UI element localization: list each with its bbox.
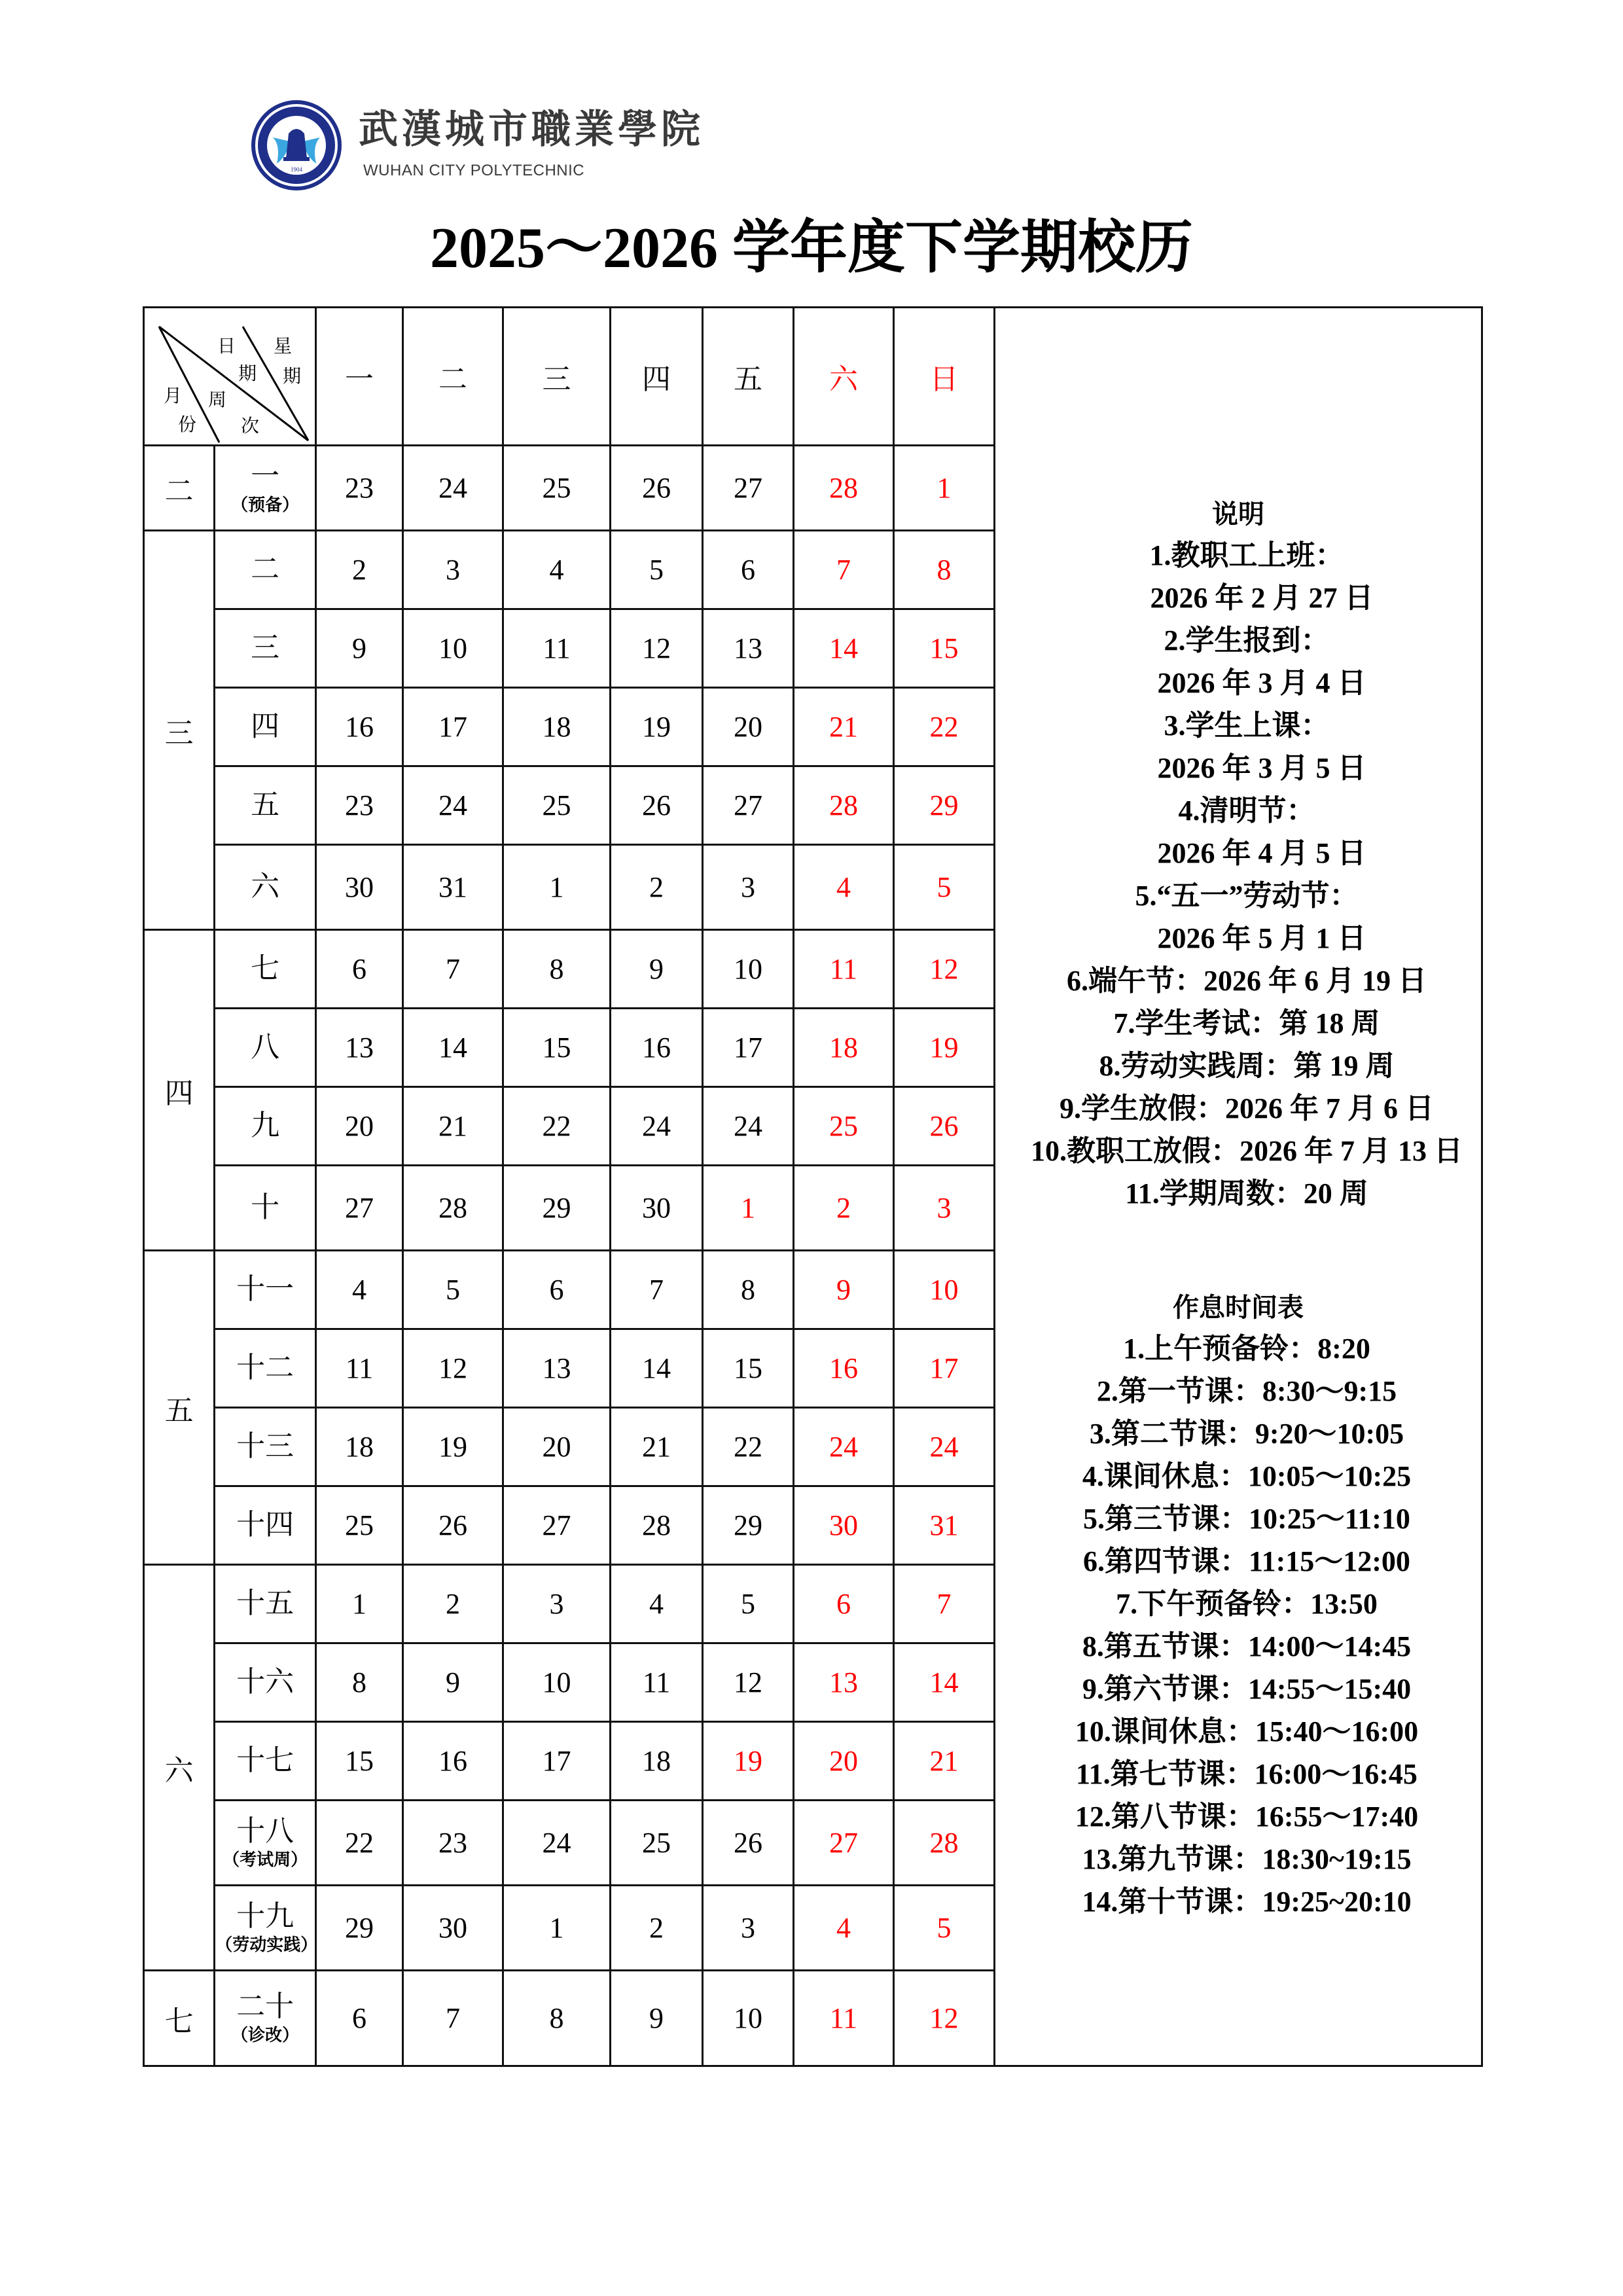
day-cell: 29 xyxy=(703,1486,794,1565)
day-cell: 8 xyxy=(503,930,611,1009)
corner-label-date2: 期 xyxy=(238,364,257,384)
day-cell-holiday: 14 xyxy=(894,1643,995,1722)
day-cell-holiday: 18 xyxy=(794,1009,894,1087)
day-cell-holiday: 7 xyxy=(794,531,894,609)
note-item: 4.清明节： xyxy=(1178,795,1315,827)
day-cell: 4 xyxy=(611,1565,703,1643)
day-cell: 6 xyxy=(316,1971,403,2066)
day-cell: 21 xyxy=(403,1087,503,1166)
week-number-cell xyxy=(215,930,316,1009)
week-number-cell xyxy=(215,609,316,688)
schedule-title: 作息时间表 xyxy=(1173,1293,1304,1322)
schedule-item: 14.第十节课：19:25~20:10 xyxy=(1082,1886,1412,1918)
week-number: 十九 xyxy=(236,1900,294,1933)
day-cell-holiday: 4 xyxy=(794,845,894,930)
day-cell-holiday: 3 xyxy=(894,1166,995,1251)
day-cell: 15 xyxy=(316,1722,403,1801)
day-cell: 20 xyxy=(703,688,794,766)
note-item: 7.学生考试：第 18 周 xyxy=(1113,1007,1380,1039)
note-item: 9.学生放假：2026 年 7 月 6 日 xyxy=(1060,1092,1434,1124)
week-number-cell xyxy=(215,1971,316,2066)
note-item: 2026 年 2 月 27 日 xyxy=(1150,582,1374,614)
day-cell: 14 xyxy=(611,1329,703,1408)
day-cell: 9 xyxy=(611,1971,703,2066)
notes-panel xyxy=(995,308,1482,2066)
weekday-header-weekend: 六 xyxy=(794,308,894,446)
month-cell: 五 xyxy=(144,1251,215,1565)
week-number: 十二 xyxy=(236,1352,294,1384)
day-cell: 2 xyxy=(611,1886,703,1971)
day-cell: 25 xyxy=(316,1486,403,1565)
week-number: 一 xyxy=(251,460,280,493)
schedule-item: 6.第四节课：11:15～12:00 xyxy=(1083,1545,1410,1577)
day-cell-holiday: 11 xyxy=(794,930,894,1009)
day-cell: 2 xyxy=(316,531,403,609)
day-cell: 10 xyxy=(503,1643,611,1722)
day-cell: 12 xyxy=(703,1643,794,1722)
note-item: 8.劳动实践周：第 19 周 xyxy=(1099,1050,1395,1082)
day-cell: 13 xyxy=(503,1329,611,1408)
day-cell-holiday: 22 xyxy=(894,688,995,766)
day-cell: 1 xyxy=(316,1565,403,1643)
note-item: 2026 年 5 月 1 日 xyxy=(1157,922,1366,954)
corner-label-month2: 份 xyxy=(177,415,196,435)
weekday-header: 二 xyxy=(403,308,503,446)
day-cell: 30 xyxy=(316,845,403,930)
day-cell-holiday: 6 xyxy=(794,1565,894,1643)
week-number: 二十 xyxy=(236,1990,294,2023)
day-cell: 14 xyxy=(403,1009,503,1087)
day-cell-holiday: 11 xyxy=(794,1971,894,2066)
day-cell: 27 xyxy=(503,1486,611,1565)
week-number: 十四 xyxy=(236,1509,294,1541)
note-item: 2026 年 3 月 4 日 xyxy=(1157,667,1366,699)
day-cell-holiday: 28 xyxy=(794,446,894,531)
day-cell: 19 xyxy=(611,688,703,766)
week-number: 五 xyxy=(251,789,280,821)
schedule-list xyxy=(995,1327,1481,1923)
week-number: 十六 xyxy=(236,1666,294,1698)
note-item: 11.学期周数：20 周 xyxy=(1125,1177,1368,1210)
week-number: 三 xyxy=(251,632,280,664)
header-row xyxy=(144,308,1482,446)
day-cell: 3 xyxy=(403,531,503,609)
day-cell: 18 xyxy=(503,688,611,766)
day-cell-holiday: 8 xyxy=(894,531,995,609)
day-cell: 18 xyxy=(611,1722,703,1801)
day-cell: 5 xyxy=(403,1251,503,1329)
day-cell: 17 xyxy=(703,1009,794,1087)
week-number-cell xyxy=(215,1329,316,1408)
day-cell: 9 xyxy=(316,609,403,688)
day-cell: 28 xyxy=(403,1166,503,1251)
day-cell-holiday: 26 xyxy=(894,1087,995,1166)
day-cell: 11 xyxy=(611,1643,703,1722)
day-cell: 13 xyxy=(316,1009,403,1087)
day-cell: 2 xyxy=(611,845,703,930)
day-cell: 20 xyxy=(316,1087,403,1166)
day-cell-holiday: 14 xyxy=(794,609,894,688)
day-cell-holiday: 28 xyxy=(794,766,894,845)
month-cell: 四 xyxy=(144,930,215,1251)
day-cell: 19 xyxy=(403,1408,503,1486)
day-cell: 28 xyxy=(611,1486,703,1565)
week-number: 九 xyxy=(251,1109,280,1142)
day-cell-holiday: 31 xyxy=(894,1486,995,1565)
week-number-cell xyxy=(215,1565,316,1643)
day-cell: 22 xyxy=(703,1408,794,1486)
day-cell: 24 xyxy=(703,1087,794,1166)
week-number-cell xyxy=(215,1166,316,1251)
day-cell-holiday: 9 xyxy=(794,1251,894,1329)
day-cell: 15 xyxy=(703,1329,794,1408)
day-cell: 13 xyxy=(703,609,794,688)
day-cell: 18 xyxy=(316,1408,403,1486)
week-number-cell xyxy=(215,1486,316,1565)
day-cell-holiday: 4 xyxy=(794,1886,894,1971)
day-cell: 29 xyxy=(503,1166,611,1251)
day-cell: 24 xyxy=(611,1087,703,1166)
day-cell: 29 xyxy=(316,1886,403,1971)
day-cell: 31 xyxy=(403,845,503,930)
page-title: 2025～2026 学年度下学期校历 xyxy=(429,217,1193,280)
week-number-cell xyxy=(215,446,316,531)
week-number-cell xyxy=(215,688,316,766)
day-cell: 12 xyxy=(403,1329,503,1408)
day-cell: 26 xyxy=(611,446,703,531)
note-item: 10.教职工放假：2026 年 7 月 13 日 xyxy=(1031,1135,1463,1167)
day-cell-holiday: 28 xyxy=(894,1801,995,1886)
logo-year: 1904 xyxy=(291,166,302,173)
week-number-cell xyxy=(215,766,316,845)
schedule-item: 4.课间休息：10:05～10:25 xyxy=(1082,1460,1412,1492)
day-cell: 23 xyxy=(316,766,403,845)
week-number-cell xyxy=(215,1408,316,1486)
day-cell: 27 xyxy=(703,766,794,845)
schedule-item: 2.第一节课：8:30～9:15 xyxy=(1096,1375,1397,1407)
week-number: 二 xyxy=(251,553,280,586)
day-cell: 27 xyxy=(316,1166,403,1251)
day-cell: 26 xyxy=(611,766,703,845)
day-cell: 10 xyxy=(403,609,503,688)
note-item: 2.学生报到： xyxy=(1164,624,1330,656)
day-cell: 8 xyxy=(703,1251,794,1329)
day-cell-holiday: 30 xyxy=(794,1486,894,1565)
schedule-item: 1.上午预备铃：8:20 xyxy=(1123,1333,1370,1365)
weekday-header: 一 xyxy=(316,308,403,446)
corner-label-weekday1: 星 xyxy=(273,336,292,357)
day-cell: 6 xyxy=(703,531,794,609)
school-name-cn: 武漢城市職業學院 xyxy=(359,107,704,152)
schedule-item: 13.第九节课：18:30~19:15 xyxy=(1082,1843,1412,1875)
month-cell: 六 xyxy=(144,1565,215,1971)
day-cell: 10 xyxy=(703,1971,794,2066)
day-cell-holiday: 21 xyxy=(894,1722,995,1801)
day-cell-holiday: 12 xyxy=(894,930,995,1009)
week-note: （劳动实践） xyxy=(215,1935,318,1954)
day-cell-holiday: 25 xyxy=(794,1087,894,1166)
day-cell-holiday: 17 xyxy=(894,1329,995,1408)
schedule-item: 10.课间休息：15:40～16:00 xyxy=(1075,1715,1419,1748)
day-cell: 22 xyxy=(503,1087,611,1166)
week-number: 八 xyxy=(251,1031,280,1064)
day-cell: 21 xyxy=(611,1408,703,1486)
day-cell: 6 xyxy=(503,1251,611,1329)
day-cell-holiday: 15 xyxy=(894,609,995,688)
week-number-cell xyxy=(215,1251,316,1329)
day-cell: 26 xyxy=(703,1801,794,1886)
weekday-header-weekend: 日 xyxy=(894,308,995,446)
week-note: （预备） xyxy=(231,495,300,514)
day-cell: 9 xyxy=(611,930,703,1009)
notes-title: 说明 xyxy=(1212,499,1264,529)
schedule-item: 3.第二节课：9:20～10:05 xyxy=(1089,1418,1404,1450)
week-number-cell xyxy=(215,1722,316,1801)
day-cell: 30 xyxy=(403,1886,503,1971)
day-cell-holiday: 12 xyxy=(894,1971,995,2066)
day-cell-holiday: 7 xyxy=(894,1565,995,1643)
day-cell: 2 xyxy=(403,1565,503,1643)
day-cell-holiday: 5 xyxy=(894,1886,995,1971)
school-logo xyxy=(251,99,342,191)
day-cell: 8 xyxy=(503,1971,611,2066)
day-cell: 30 xyxy=(611,1166,703,1251)
week-number-cell xyxy=(215,1643,316,1722)
day-cell-holiday: 19 xyxy=(703,1722,794,1801)
schedule-item: 9.第六节课：14:55～15:40 xyxy=(1082,1673,1412,1705)
day-cell: 7 xyxy=(403,1971,503,2066)
weekday-header: 五 xyxy=(703,308,794,446)
schedule-item: 12.第八节课：16:55～17:40 xyxy=(1075,1801,1419,1833)
week-number: 十一 xyxy=(236,1273,294,1306)
corner-label-week1: 周 xyxy=(207,390,226,410)
day-cell: 24 xyxy=(403,446,503,531)
day-cell-holiday: 21 xyxy=(794,688,894,766)
week-number: 四 xyxy=(251,710,280,743)
corner-header-cell xyxy=(144,308,316,446)
day-cell: 1 xyxy=(503,1886,611,1971)
week-number-cell xyxy=(215,1087,316,1166)
week-number: 十八 xyxy=(236,1815,294,1848)
day-cell-holiday: 20 xyxy=(794,1722,894,1801)
day-cell: 25 xyxy=(611,1801,703,1886)
note-item: 3.学生上课： xyxy=(1164,709,1330,742)
day-cell: 4 xyxy=(316,1251,403,1329)
calendar-table xyxy=(143,306,1483,2067)
school-name-en: WUHAN CITY POLYTECHNIC xyxy=(363,162,585,179)
day-cell: 7 xyxy=(403,930,503,1009)
week-number-cell xyxy=(215,1801,316,1886)
day-cell: 10 xyxy=(703,930,794,1009)
day-cell: 17 xyxy=(403,688,503,766)
corner-label-week2: 次 xyxy=(240,416,259,437)
week-note: （诊改） xyxy=(231,2026,300,2045)
note-item: 2026 年 3 月 5 日 xyxy=(1157,752,1366,784)
corner-label-month1: 月 xyxy=(163,386,182,406)
day-cell: 16 xyxy=(403,1722,503,1801)
schedule-item: 5.第三节课：10:25～11:10 xyxy=(1083,1503,1410,1535)
note-item: 6.端午节：2026 年 6 月 19 日 xyxy=(1067,965,1427,997)
day-cell: 3 xyxy=(503,1565,611,1643)
day-cell-holiday: 13 xyxy=(794,1643,894,1722)
day-cell: 6 xyxy=(316,930,403,1009)
week-number: 七 xyxy=(251,952,280,985)
weekday-header: 四 xyxy=(611,308,703,446)
schedule-item: 11.第七节课：16:00～16:45 xyxy=(1076,1758,1418,1790)
day-cell-holiday: 1 xyxy=(703,1166,794,1251)
day-cell: 16 xyxy=(316,688,403,766)
day-cell: 5 xyxy=(611,531,703,609)
corner-label-weekday2: 期 xyxy=(282,367,301,387)
day-cell: 9 xyxy=(403,1643,503,1722)
day-cell: 25 xyxy=(503,766,611,845)
note-item: 2026 年 4 月 5 日 xyxy=(1157,837,1366,869)
day-cell: 15 xyxy=(503,1009,611,1087)
day-cell: 22 xyxy=(316,1801,403,1886)
day-cell: 1 xyxy=(503,845,611,930)
day-cell-holiday: 24 xyxy=(894,1408,995,1486)
day-cell: 11 xyxy=(316,1329,403,1408)
day-cell: 3 xyxy=(703,845,794,930)
day-cell: 17 xyxy=(503,1722,611,1801)
weekday-header: 三 xyxy=(503,308,611,446)
day-cell: 20 xyxy=(503,1408,611,1486)
day-cell: 5 xyxy=(703,1565,794,1643)
day-cell: 25 xyxy=(503,446,611,531)
day-cell-holiday: 29 xyxy=(894,766,995,845)
week-number-cell xyxy=(215,845,316,930)
corner-label-date: 日 xyxy=(217,336,236,357)
day-cell: 3 xyxy=(703,1886,794,1971)
day-cell: 23 xyxy=(403,1801,503,1886)
day-cell-holiday: 10 xyxy=(894,1251,995,1329)
week-number: 六 xyxy=(251,870,280,903)
day-cell: 12 xyxy=(611,609,703,688)
day-cell-holiday: 19 xyxy=(894,1009,995,1087)
day-cell: 7 xyxy=(611,1251,703,1329)
week-number: 十七 xyxy=(236,1744,294,1777)
day-cell: 4 xyxy=(503,531,611,609)
day-cell: 26 xyxy=(403,1486,503,1565)
week-number-cell xyxy=(215,1009,316,1087)
note-item: 5.“五一”劳动节： xyxy=(1135,880,1359,912)
day-cell: 23 xyxy=(316,446,403,531)
week-number: 十五 xyxy=(236,1587,294,1620)
day-cell: 24 xyxy=(503,1801,611,1886)
week-number: 十 xyxy=(251,1191,280,1224)
month-cell: 三 xyxy=(144,531,215,930)
day-cell-holiday: 2 xyxy=(794,1166,894,1251)
schedule-item: 7.下午预备铃：13:50 xyxy=(1116,1588,1378,1620)
day-cell-holiday: 27 xyxy=(794,1801,894,1886)
day-cell: 11 xyxy=(503,609,611,688)
month-cell: 二 xyxy=(144,446,215,531)
day-cell: 24 xyxy=(403,766,503,845)
day-cell-holiday: 1 xyxy=(894,446,995,531)
day-cell: 8 xyxy=(316,1643,403,1722)
week-number-cell xyxy=(215,1886,316,1971)
week-number: 十三 xyxy=(236,1430,294,1463)
day-cell: 16 xyxy=(611,1009,703,1087)
day-cell-holiday: 24 xyxy=(794,1408,894,1486)
day-cell-holiday: 16 xyxy=(794,1329,894,1408)
day-cell-holiday: 5 xyxy=(894,845,995,930)
week-number-cell xyxy=(215,531,316,609)
month-cell: 七 xyxy=(144,1971,215,2066)
day-cell: 27 xyxy=(703,446,794,531)
notes-list xyxy=(995,534,1481,1215)
schedule-item: 8.第五节课：14:00～14:45 xyxy=(1082,1630,1412,1662)
week-note: （考试周） xyxy=(223,1850,308,1869)
note-item: 1.教职工上班： xyxy=(1149,539,1344,571)
